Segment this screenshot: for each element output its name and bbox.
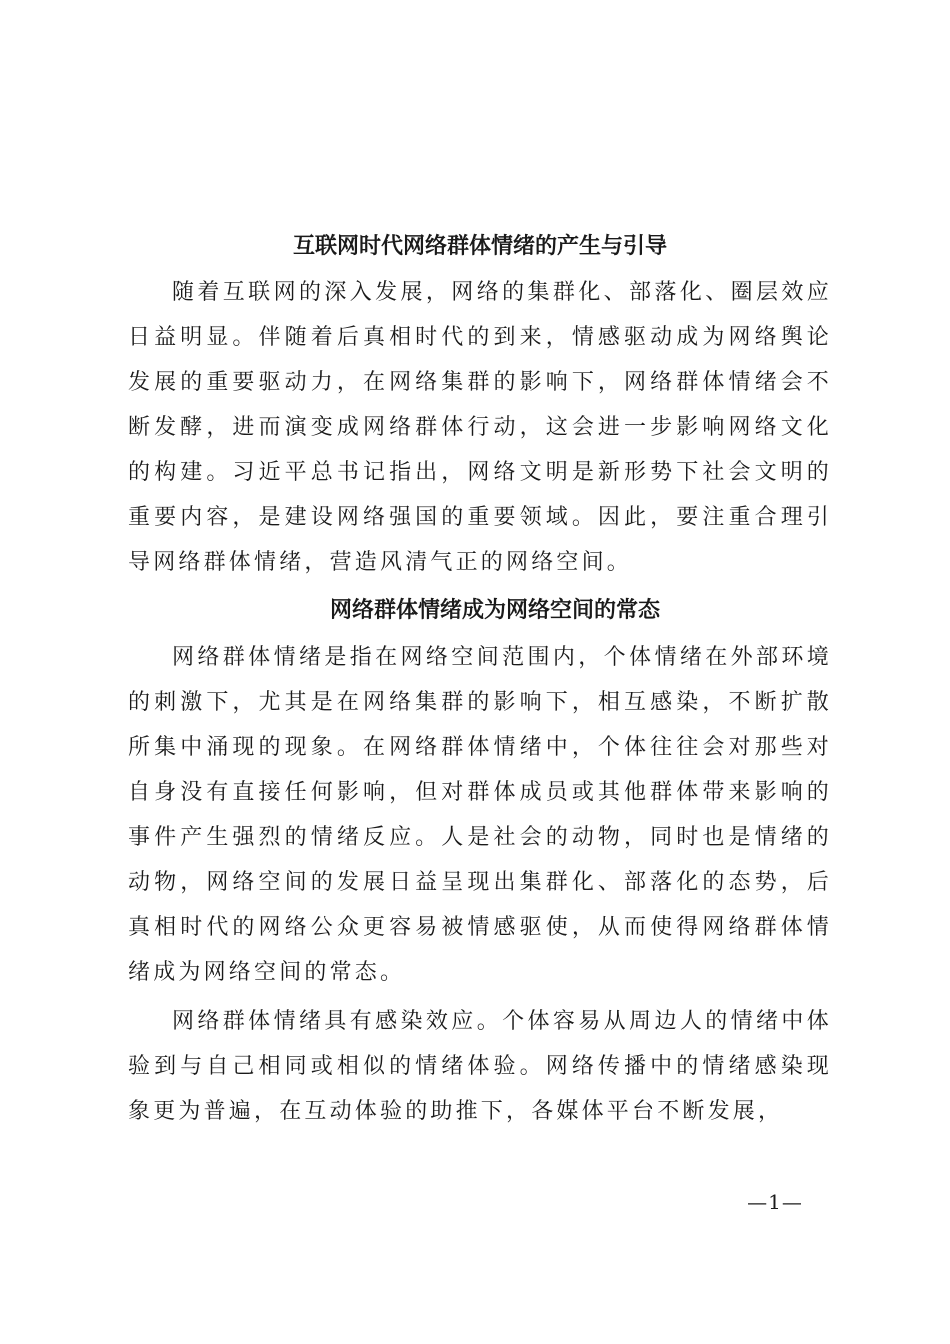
page-number: —1—: [747, 1190, 803, 1214]
document-body: [128, 222, 832, 1134]
intro-paragraph: 随着互联网的深入发展，网络的集群化、部落化、圈层效应日益明显。伴随着后真相时代的到来，情感驱动成为网络舆论发展的重要驱动力，在网络集群的影响下，网络群体情绪会不断发酵，进而演变成网络群体行动，这会进一步影响网络文化的构建。习近平总书记指出，网络文明是新形势下社会文明的重要内容，是建设网络强国的重要领域。因此，要注重合理引导网络群体情绪，营造风清气正的网络空间。: [128, 280, 832, 575]
document-title: 互联网时代网络群体情绪的产生与引导: [292, 233, 667, 259]
section-heading: 网络群体情绪成为网络空间的常态: [329, 597, 660, 623]
body-paragraph: 网络群体情绪是指在网络空间范围内，个体情绪在外部环境的刺激下，尤其是在网络集群的影响下，相互感染，不断扩散所集中涌现的现象。在网络群体情绪中，个体往往会对那些对自身没有直接任何影响，但对群体成员或其他群体带来影响的事件产生强烈的情绪反应。人是社会的动物，同时也是情绪的动物，网络空间的发展日益呈现出集群化、部落化的态势，后真相时代的网络公众更容易被情感驱使，从而使得网络群体情绪成为网络空间的常态。: [128, 645, 832, 985]
body-paragraph: 网络群体情绪具有感染效应。个体容易从周边人的情绪中体验到与自己相同或相似的情绪体验。网络传播中的情绪感染现象更为普遍，在互动体验的助推下，各媒体平台不断发展，: [128, 1009, 832, 1124]
